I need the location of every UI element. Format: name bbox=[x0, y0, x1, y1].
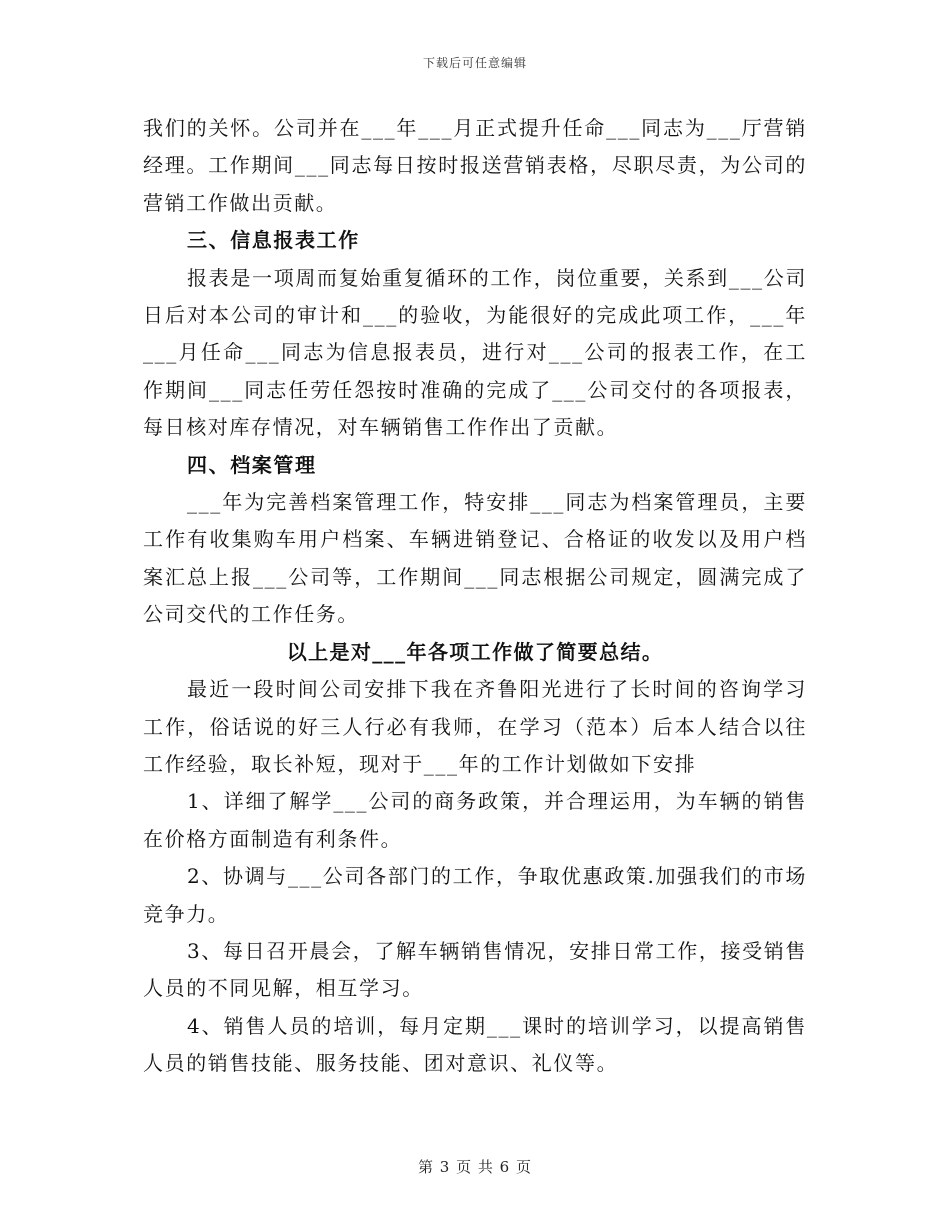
document-body bbox=[143, 110, 807, 1083]
paragraph-archive-management: ___年为完善档案管理工作，特安排___同志为档案管理员，主要工作有收集购车用户档案、车辆进销登记、合格证的收发以及用户档案汇总上报___公司等，工作期间___同志根据公司规定，圆满完成了公司交代的工作任务。 bbox=[143, 490, 807, 627]
plan-item-2: 2、协调与___公司各部门的工作，争取优惠政策.加强我们的市场竞争力。 bbox=[143, 864, 807, 926]
paragraph-continuation: 我们的关怀。公司并在___年___月正式提升任命___同志为___厅营销经理。工作期间___同志每日按时报送营销表格，尽职尽责，为公司的营销工作做出贡献。 bbox=[143, 116, 807, 215]
summary-line: 以上是对___年各项工作做了简要总结。 bbox=[286, 639, 664, 664]
header-note: 下载后可任意编辑 bbox=[422, 56, 527, 70]
section-heading-info-reports: 三、信息报表工作 bbox=[187, 228, 360, 253]
plan-item-1: 1、详细了解学___公司的商务政策，并合理运用，为车辆的销售在价格方面制造有利条件。 bbox=[143, 789, 807, 851]
section-heading-archive-management: 四、档案管理 bbox=[187, 452, 317, 477]
page-number: 第 3 页 共 6 页 bbox=[418, 1158, 532, 1176]
paragraph-info-reports: 报表是一项周而复始重复循环的工作，岗位重要，关系到___公司日后对本公司的审计和___的验收，为能很好的完成此项工作，___年___月任命___同志为信息报表员，进行对___公司的报表工作，在工作期间___同志任劳任怨按时准确的完成了___公司交付的各项报表，每日核对库存情况，对车辆销售工作作出了贡献。 bbox=[143, 265, 807, 440]
plan-item-3: 3、每日召开晨会，了解车辆销售情况，安排日常工作，接受销售人员的不同见解，相互学习。 bbox=[143, 938, 807, 1001]
plan-item-4: 4、销售人员的培训，每月定期___课时的培训学习，以提高销售人员的销售技能、服务技能、团对意识、礼仪等。 bbox=[143, 1013, 807, 1076]
paragraph-work-plan-intro: 最近一段时间公司安排下我在齐鲁阳光进行了长时间的咨询学习工作，俗话说的好三人行必有我师，在学习（范本）后本人结合以往工作经验，取长补短，现对于___年的工作计划做如下安排 bbox=[143, 677, 807, 776]
